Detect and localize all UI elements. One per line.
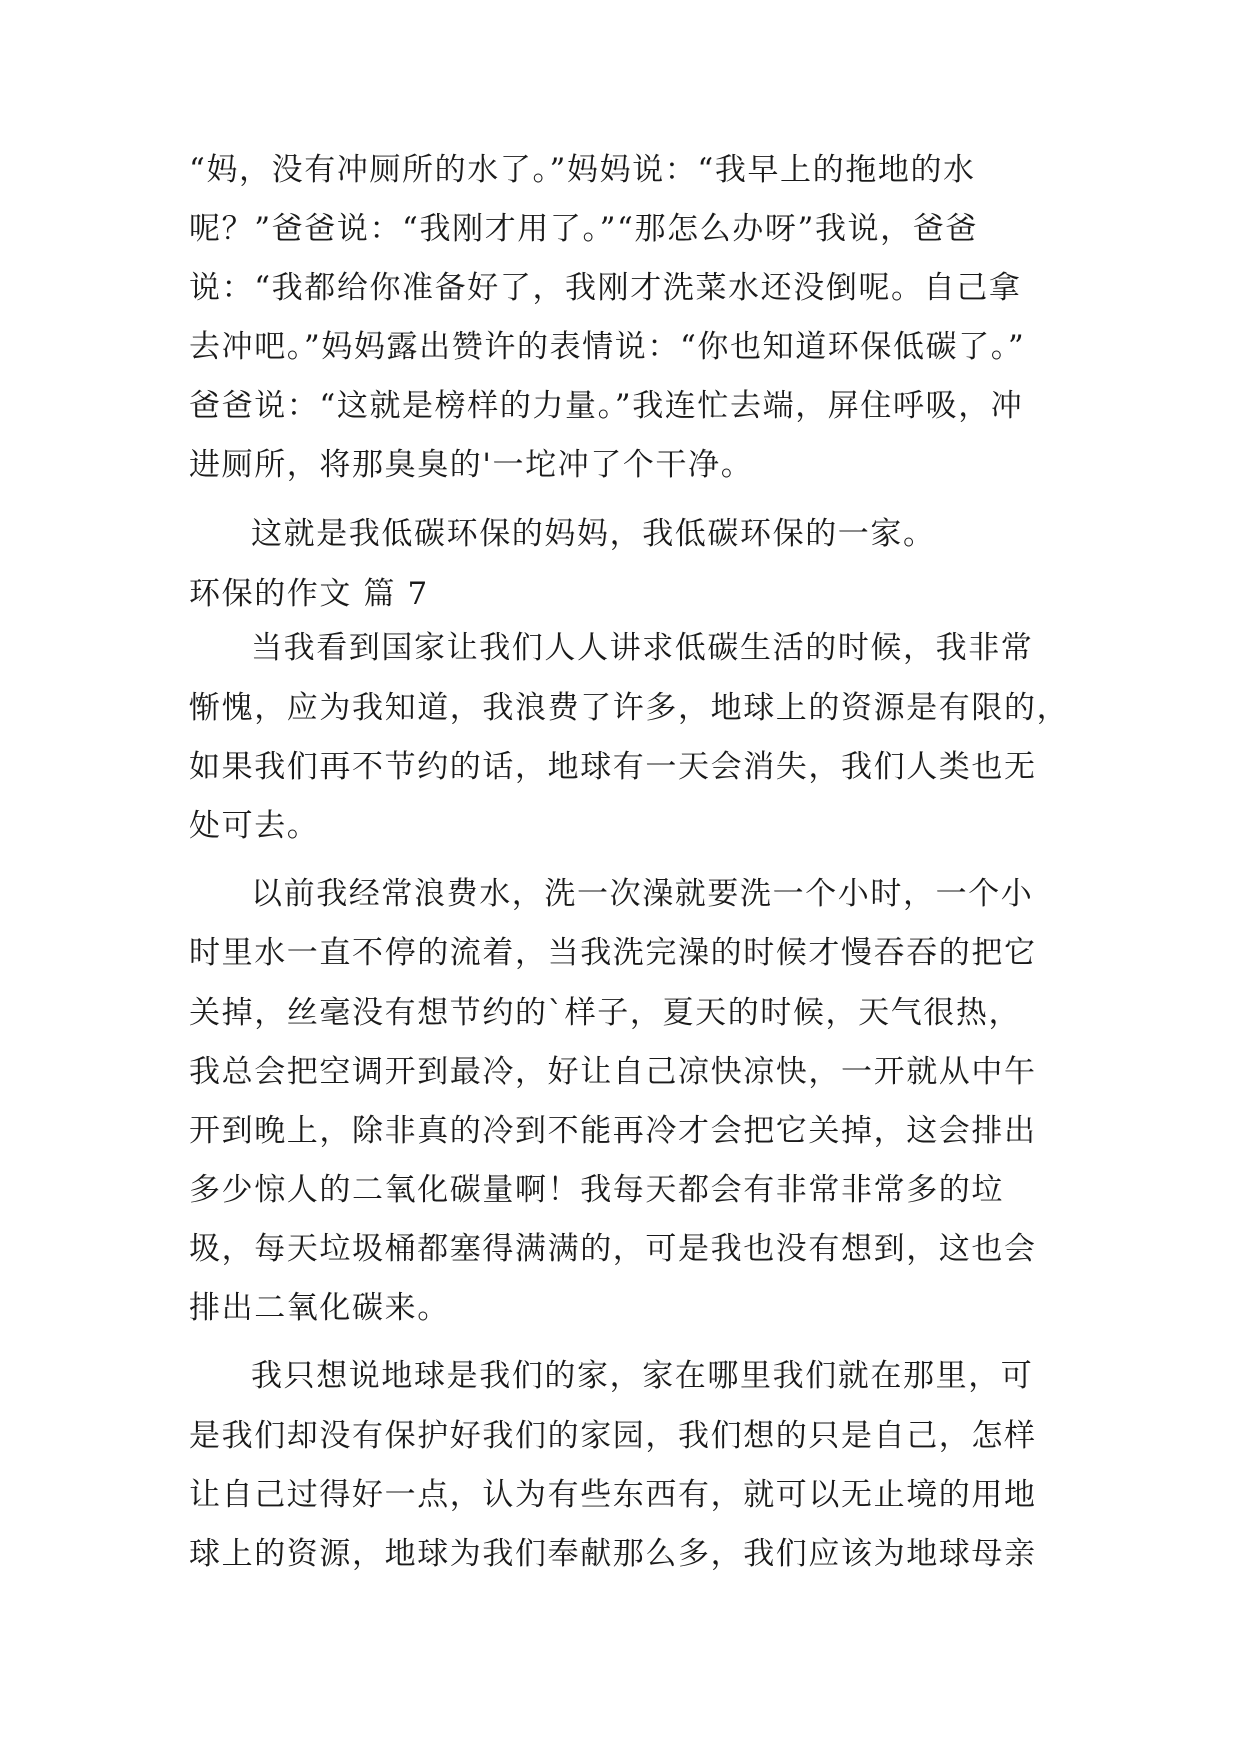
text-line: 开到晚上，除非真的冷到不能再冷才会把它关掉，这会排出 <box>189 1113 1037 1149</box>
text-line: 让自己过得好一点，认为有些东西有，就可以无止境的用地 <box>189 1477 1037 1513</box>
paragraph-first-line: 我只想说地球是我们的家，家在哪里我们就在那里，可 <box>251 1358 1034 1394</box>
text-line: “妈，没有冲厕所的水了。”妈妈说：“我早上的拖地的水 <box>189 152 976 188</box>
paragraph-first-line: 这就是我低碳环保的妈妈，我低碳环保的一家。 <box>251 516 936 552</box>
text-line: 排出二氧化碳来。 <box>189 1290 450 1326</box>
text-line: 是我们却没有保护好我们的家园，我们想的只是自己，怎样 <box>189 1418 1037 1454</box>
paragraph-first-line: 当我看到国家让我们人人讲求低碳生活的时候，我非常 <box>251 630 1034 666</box>
text-line: 处可去。 <box>189 808 320 844</box>
section-heading: 环保的作文 篇 7 <box>189 576 429 612</box>
text-line: 爸爸说：“这就是榜样的力量。”我连忙去端，屏住呼吸，冲 <box>189 388 1024 424</box>
text-line: 我总会把空调开到最冷，好让自己凉快凉快，一开就从中午 <box>189 1054 1037 1090</box>
text-line: 圾，每天垃圾桶都塞得满满的，可是我也没有想到，这也会 <box>189 1231 1037 1267</box>
text-line: 说：“我都给你准备好了，我刚才洗菜水还没倒呢。自己拿 <box>189 270 1022 306</box>
paragraph-first-line: 以前我经常浪费水，洗一次澡就要洗一个小时，一个小 <box>251 876 1034 912</box>
text-line: 多少惊人的二氧化碳量啊！我每天都会有非常非常多的垃 <box>189 1172 1004 1208</box>
text-line: 惭愧，应为我知道，我浪费了许多，地球上的资源是有限的， <box>189 690 1070 726</box>
text-line: 去冲吧。”妈妈露出赞许的表情说：“你也知道环保低碳了。” <box>189 329 1026 365</box>
text-line: 关掉，丝毫没有想节约的`样子，夏天的时候，天气很热， <box>189 995 1022 1031</box>
text-line: 如果我们再不节约的话，地球有一天会消失，我们人类也无 <box>189 749 1037 785</box>
text-line: 时里水一直不停的流着，当我洗完澡的时候才慢吞吞的把它 <box>189 935 1037 971</box>
text-line: 呢？”爸爸说：“我刚才用了。”“那怎么办呀”我说，爸爸 <box>189 211 978 247</box>
text-line: 进厕所，将那臭臭的'一坨冲了个干净。 <box>189 447 754 483</box>
text-line: 球上的资源，地球为我们奉献那么多，我们应该为地球母亲 <box>189 1536 1037 1572</box>
